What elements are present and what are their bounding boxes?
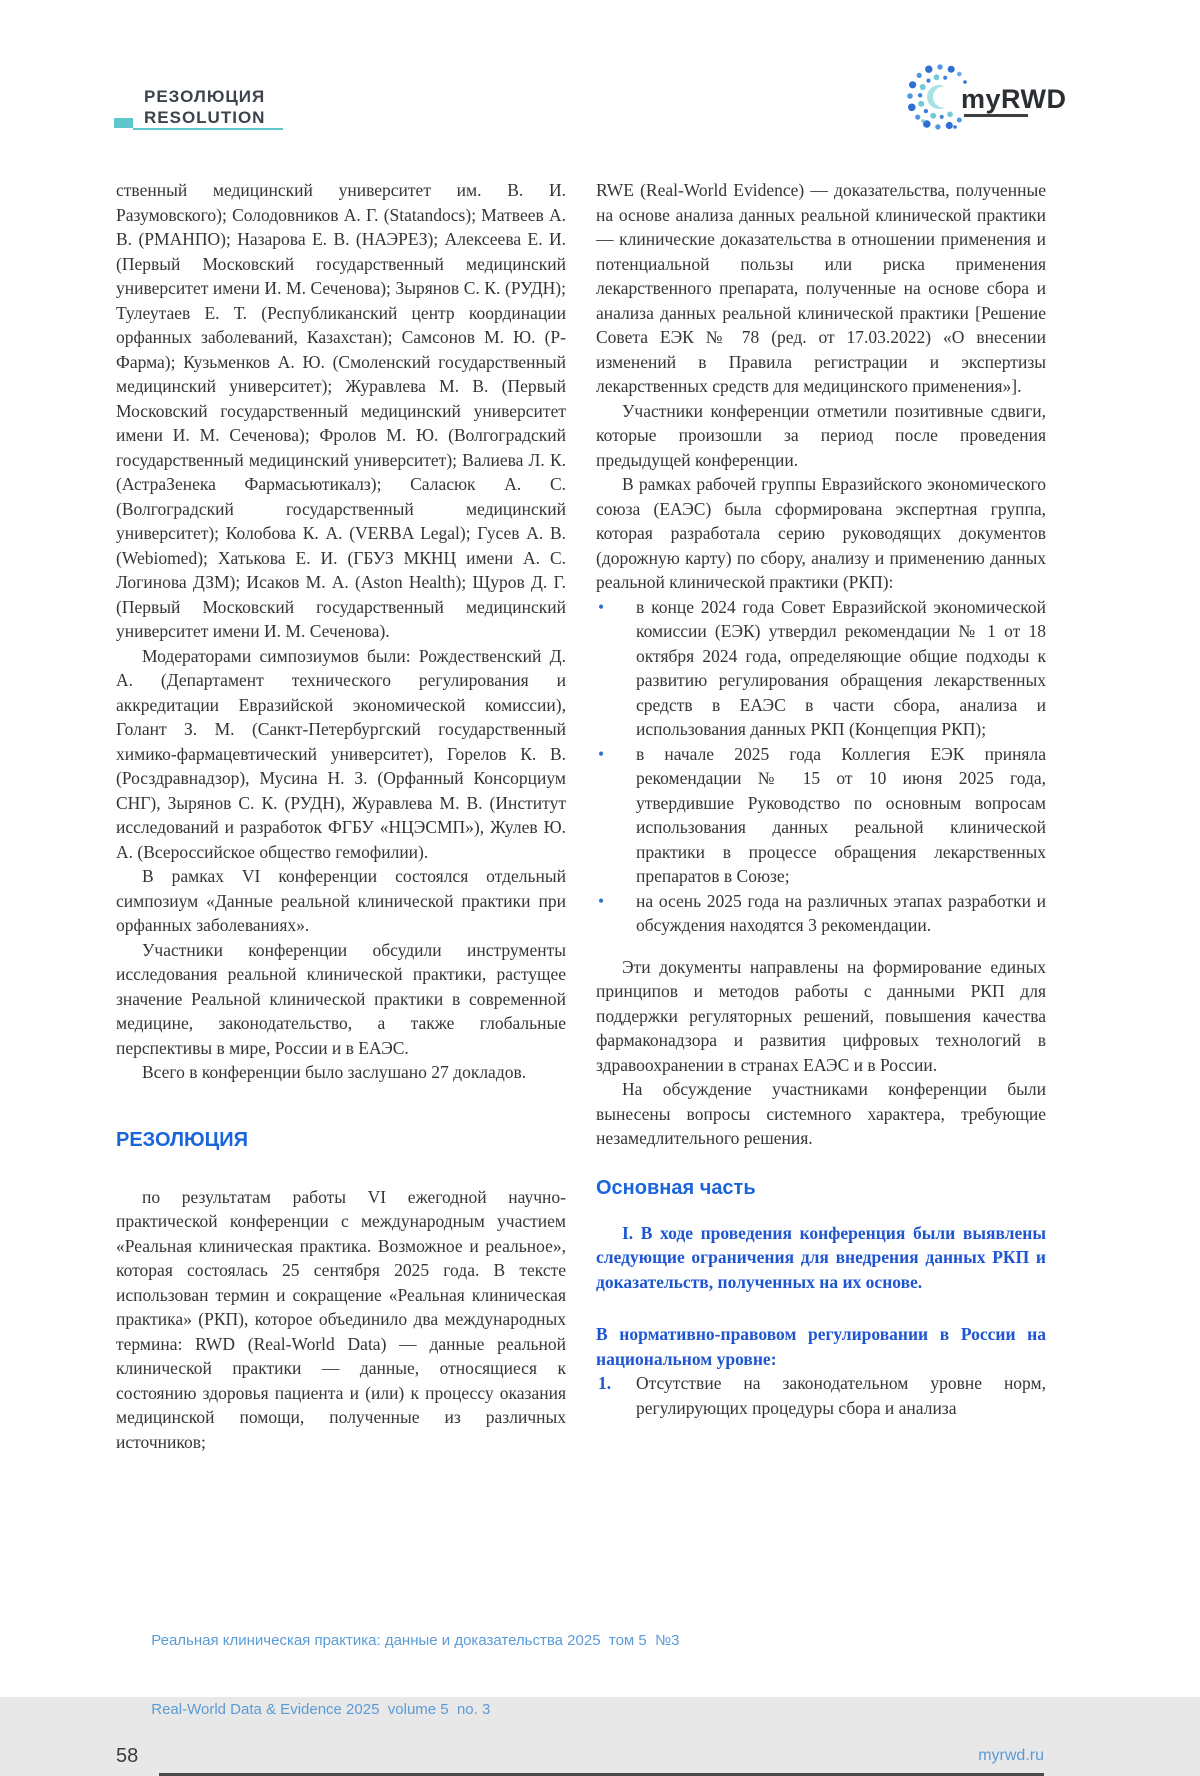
paragraph: Модераторами симпозиумов были: Рождественский Д. А. (Департамент технического регулирования и аккредитации Евразийской экономической комиссии), Голант З. М. (Санкт-Петербургский государственный химико-фармацевтический университет), Горелов К. В. (Росздравнадзор), Мусина Н. З. (Орфанный Консорциум СНГ), Зырянов С. К. (РУДН), Журавлева М. В. (Институт исследований и разработок ФГБУ «НЦЭСМП»), Жулев Ю. А. (Всероссийское общество гемофилии). xyxy=(116,645,566,862)
website-link[interactable]: myrwd.ru xyxy=(978,1747,1044,1764)
bullet-icon: • xyxy=(598,890,605,911)
myrwd-logo xyxy=(903,60,1067,139)
main-part-heading: Основная часть xyxy=(596,1176,756,1199)
bullet-icon: • xyxy=(598,596,605,617)
paragraph: Эти документы направлены на формирование единых принципов и методов работы с данными РКП для поддержки регуляторных решений, повышения качества фармаконадзора и развития цифровых технологий в здравоохранении в странах ЕАЭС и в России. xyxy=(596,956,1046,1075)
paragraph: Участники конференции обсудили инструменты исследования реальной клинической практики, растущее значение Реальной клинической практики в современной медицине, законодательство, а также глобальные перспективы в мире, России и в ЕАЭС. xyxy=(116,939,566,1058)
list-item-text: Отсутствие на законодательном уровне норм, регулирующих процедуры сбора и анализа xyxy=(636,1373,1046,1418)
numbered-list-item xyxy=(596,1371,1046,1420)
list-item xyxy=(596,889,1046,938)
paragraph: Участники конференции отметили позитивные сдвиги, которые произошли за период после проведения предыдущей конференции. xyxy=(596,400,1046,470)
subheading: В нормативно-правовом регулировании в России на национальном уровне: xyxy=(596,1324,1046,1369)
journal-title-en: Real-World Data & Evidence 2025 volume 5 no. 3 xyxy=(151,1701,491,1718)
masthead-underline xyxy=(133,128,283,130)
list-number: 1. xyxy=(598,1373,612,1393)
paragraph: RWE (Real-World Evidence) — доказательства, полученные на основе анализа данных реальной клинической практики — клинические доказательства в отношении применения и потенциальной пользы или риска применения лекарственного препарата, полученные на основе сбора и анализа данных реальной клинической практики [Решение Совета ЕЭК № 78 (ред. от 17.03.2022) «О внесении изменений в Правила регистрации и экспертизы лекарственных средств для медицинского применения»]. xyxy=(596,180,1046,396)
paragraph: Всего в конференции было заслушано 27 докладов. xyxy=(142,1062,527,1082)
logo-wordmark: myRWD xyxy=(961,83,1067,114)
bullet-icon: • xyxy=(598,743,605,764)
list-item-text: на осень 2025 года на различных этапах разработки и обсуждения находятся 3 рекомендации. xyxy=(636,890,1046,935)
resolution-heading: РЕЗОЛЮЦИЯ xyxy=(116,1128,249,1151)
section-title-en: RESOLUTION xyxy=(144,108,266,127)
masthead xyxy=(114,86,265,128)
paragraph: ственный медицинский университет им. В. И. Разумовского); Солодовников А. Г. (Statandocs); Матвеев А. В. (РМАНПО); Назарова Е. В. (НАЭРЕЗ); Алексеева Е. И. (Первый Московский государственный медицинский университет имени И. М. Сеченова); Зырянов С. К. (РУДН); Тулеутаев Е. Т. (Республиканский центр координации орфанных заболеваний, Казахстан); Самсонов М. Ю. (Р-Фарма); Кузьменков А. Ю. (Смоленский государственный медицинский университет); Журавлева М. В. (Первый Московский государственный медицинский университет имени И. М. Сеченова); Фролов М. Ю. (Волгоградский государственный медицинский университет); Валиева Л. К. (АстраЗенека Фармасьютикалз); Саласюк А. С. (Волгоградский государственный медицинский университет); Колобова К. А. (VERBA Legal); Гусев А. В. (Webiomed); Хатькова Е. И. (ГБУЗ МКНЦ имени А. С. Логинова ДЗМ); Исаков М. А. (Aston Health); Щуров Д. Г. (Первый Московский государственный медицинский университет имени И. М. Сеченова). xyxy=(116,180,566,641)
page-number: 58 xyxy=(116,1745,139,1767)
journal-title-ru: Реальная клиническая практика: данные и доказательства 2025 том 5 №3 xyxy=(151,1632,680,1649)
paragraph: В рамках VI конференции состоялся отдельный симпозиум «Данные реальной клинической практики при орфанных заболеваниях». xyxy=(116,866,566,935)
right-column xyxy=(596,178,1046,1563)
list-item xyxy=(596,742,1046,889)
list-item xyxy=(596,595,1046,742)
body-columns xyxy=(116,178,1046,1563)
left-column xyxy=(116,178,566,1563)
section-marker-square xyxy=(114,118,133,128)
paragraph: На обсуждение участниками конференции были вынесены вопросы системного характера, требующие незамедлительного решения. xyxy=(596,1079,1046,1148)
section-title-ru: РЕЗОЛЮЦИЯ xyxy=(144,87,266,106)
page-footer xyxy=(116,1583,1044,1776)
logo-tagline xyxy=(964,114,1028,117)
paragraph: В рамках рабочей группы Евразийского экономического союза (ЕАЭС) была сформирована экспертная группа, которая разработала серию руководящих документов (дорожную карту) по сбору, анализу и применению данных реальной клинической практики (РКП): xyxy=(596,474,1046,592)
finding-paragraph: I. В ходе проведения конференция были выявлены следующие ограничения для внедрения данных РКП и доказательств, полученных на их основе. xyxy=(596,1222,1046,1292)
list-item-text: в начале 2025 года Коллегия ЕЭК приняла рекомендации № 15 от 10 июня 2025 года, утвердившие Руководство по основным вопросам использования данных реальной клинической практики в процессе обращения лекарственных препаратов в Союзе; xyxy=(636,743,1046,886)
paragraph: по результатам работы VI ежегодной научно-практической конференции с международным участием «Реальная клиническая практика. Возможное и реальное», которая состоялась 25 сентября 2025 года. В тексте использован термин и сокращение «Реальная клиническая практика» (РКП), которое объединило два международных термина: RWD (Real-World Data) — данные реальной клинической практики — данные, относящиеся к состоянию здоровья пациента и (или) к процессу оказания медицинской помощи, полученные из различных источников; xyxy=(116,1186,566,1452)
list-item-text: в конце 2024 года Совет Евразийской экономической комиссии (ЕЭК) утвердил рекомендации № 1 от 18 октября 2024 года, определяющие общие подходы к развитию регулирования обращения лекарственных средств в ЕАЭС в части сбора, анализа и использования данных РКП (Концепция РКП); xyxy=(636,596,1046,739)
